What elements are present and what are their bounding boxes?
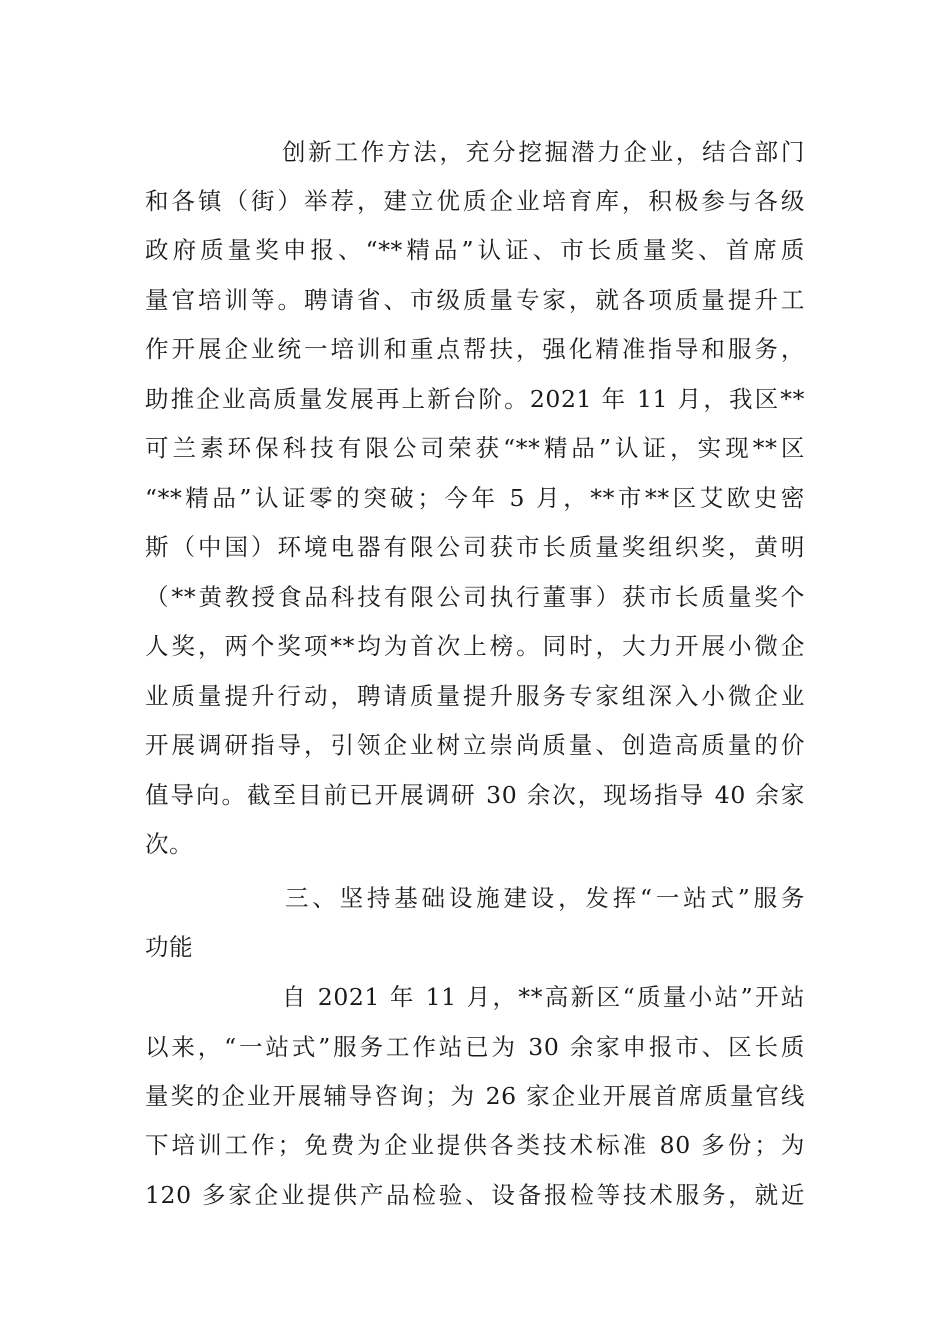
paragraph-line: 可兰素环保科技有限公司荣获“**精品”认证，实现**区 <box>145 434 805 462</box>
paragraph-line: 120 多家企业提供产品检验、设备报检等技术服务，就近 <box>145 1181 805 1209</box>
paragraph-line: （**黄教授食品科技有限公司执行董事）获市长质量奖个 <box>145 583 805 611</box>
paragraph-line: 和各镇（街）举荐，建立优质企业培育库，积极参与各级 <box>145 187 805 215</box>
paragraph-line: 创新工作方法，充分挖掘潜力企业，结合部门 <box>282 138 805 166</box>
paragraph-line: 政府质量奖申报、“**精品”认证、市长质量奖、首席质 <box>145 236 805 264</box>
paragraph-line: 次。 <box>145 830 194 858</box>
heading-line: 三、坚持基础设施建设，发挥“一站式”服务 <box>285 884 805 912</box>
paragraph-line: 人奖，两个奖项**均为首次上榜。同时，大力开展小微企 <box>145 632 805 660</box>
paragraph-line: “**精品”认证零的突破；今年 5 月，**市**区艾欧史密 <box>145 484 805 512</box>
paragraph-line: 开展调研指导，引领企业树立崇尚质量、创造高质量的价 <box>145 731 805 759</box>
paragraph-line: 以来，“一站式”服务工作站已为 30 余家申报市、区长质 <box>145 1033 805 1061</box>
paragraph-line: 下培训工作；免费为企业提供各类技术标准 80 多份；为 <box>145 1131 805 1159</box>
paragraph-line: 斯（中国）环境电器有限公司获市长质量奖组织奖，黄明 <box>145 533 805 561</box>
paragraph-line: 业质量提升行动，聘请质量提升服务专家组深入小微企业 <box>145 682 805 710</box>
paragraph-line: 量奖的企业开展辅导咨询；为 26 家企业开展首席质量官线 <box>145 1082 805 1110</box>
paragraph-line: 自 2021 年 11 月，**高新区“质量小站”开站 <box>282 983 805 1011</box>
paragraph-line: 值导向。截至目前已开展调研 30 余次，现场指导 40 余家 <box>145 781 805 809</box>
paragraph-line: 助推企业高质量发展再上新台阶。2021 年 11 月，我区** <box>145 385 805 413</box>
paragraph-line: 量官培训等。聘请省、市级质量专家，就各项质量提升工 <box>145 286 805 314</box>
heading-line: 功能 <box>145 933 194 961</box>
paragraph-line: 作开展企业统一培训和重点帮扶，强化精准指导和服务， <box>145 335 805 363</box>
